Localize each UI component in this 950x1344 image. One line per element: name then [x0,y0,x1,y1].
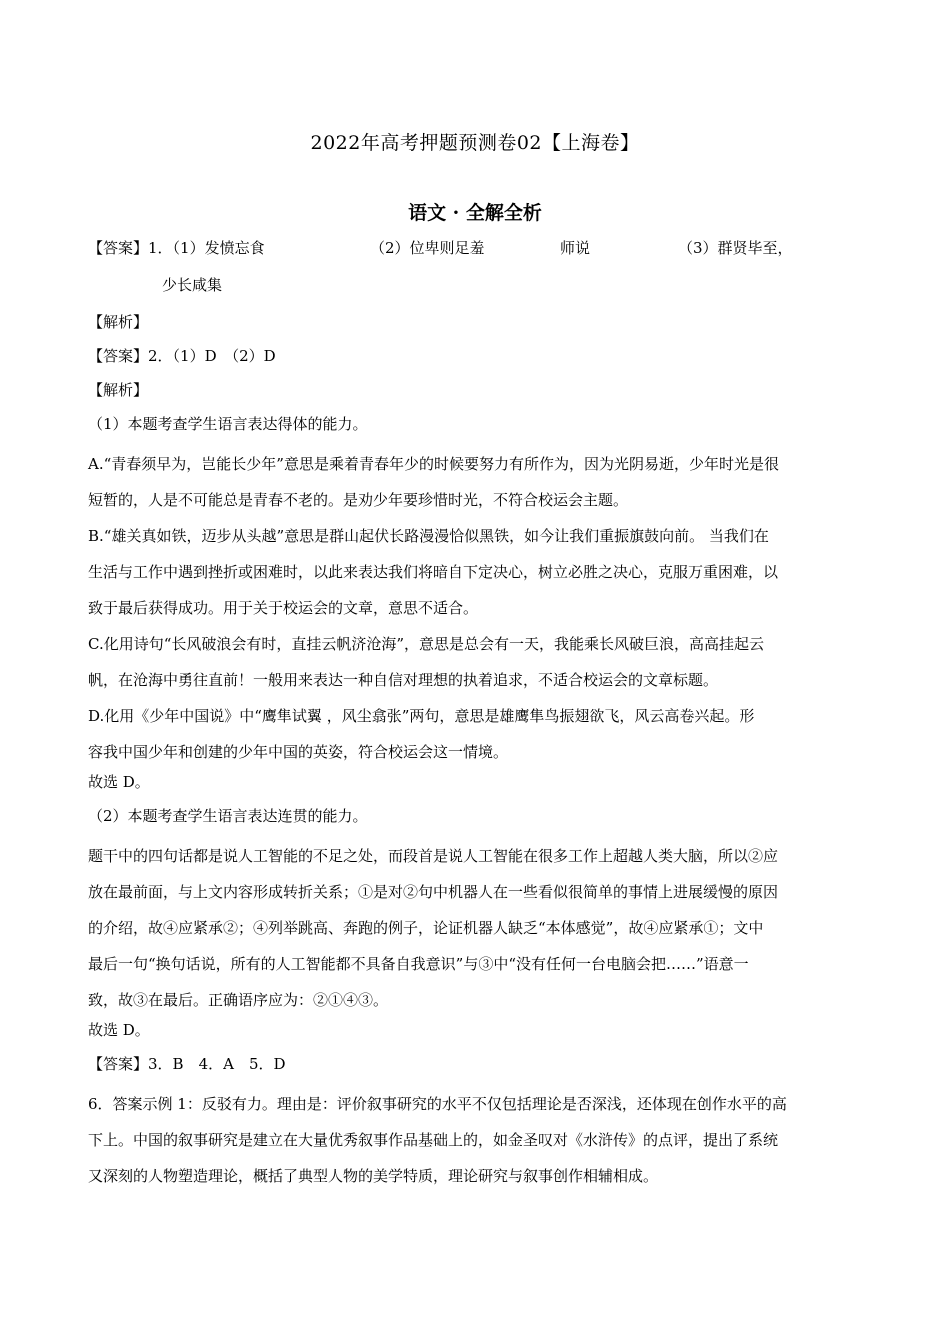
question-2-line: 的介绍，故④应紧承②；④列举跳高、奔跑的例子，论证机器人缺乏“本体感觉”，故④应紧承①；文中 [88,919,764,937]
question-1-intro: （1）本题考查学生语言表达得体的能力。 [88,415,368,433]
option-a-line: A.“青春须早为，岂能长少年”意思是乘着青春年少的时候要努力有所作为，因为光阴易逝，少年时光是很 [88,455,779,473]
question-2-line: 最后一句“换句话说，所有的人工智能都不具备自我意识”与③中“没有任何一台电脑会把……”语意一 [88,955,749,973]
question-6-line: 6．答案示例 1：反驳有力。理由是：评价叙事研究的水平不仅包括理论是否深浅，还体现在创作水平的高 [88,1095,787,1113]
question-2-line: 题干中的四句话都是说人工智能的不足之处，而段首是说人工智能在很多工作上超越人类大脑，所以②应 [88,847,779,865]
answer-1-part-3: 师说 [560,239,591,257]
option-b-line: 生活与工作中遇到挫折或困难时，以此来表达我们将暗自下定决心，树立必胜之决心，克服万重困难，以 [88,563,779,581]
option-b-paragraph [88,518,864,626]
choice-2: 故选 D。 [88,1021,150,1039]
question-2-line: 致，故③在最后。正确语序应为：②①④③。 [88,991,389,1009]
document-title: 2022年高考押题预测卷02【上海卷】 [310,132,640,154]
option-d-paragraph [88,698,864,770]
option-a-paragraph [88,446,864,518]
option-c-paragraph [88,626,864,698]
option-c-line: 帆，在沧海中勇往直前！一般用来表达一种自信对理想的执着追求，不适合校运会的文章标题。 [88,671,719,689]
answer-1-part-1: 【答案】1．（1）发愤忘食 [88,239,265,257]
option-c-line: C.化用诗句“长风破浪会有时，直挂云帆济沧海”，意思是总会有一天，我能乘长风破巨浪，高高挂起云 [88,635,765,653]
option-a-line: 短暂的，人是不可能总是青春不老的。是劝少年要珍惜时光，不符合校运会主题。 [88,491,629,509]
answer-1-continuation: 少长咸集 [162,276,223,294]
answer-1 [88,236,864,273]
question-2-body [88,838,864,1018]
question-6-line: 又深刻的人物塑造理论，概括了典型人物的美学特质，理论研究与叙事创作相辅相成。 [88,1167,659,1185]
option-d-line: D.化用《少年中国说》中“鹰隼试翼 ，风尘翕张”两句，意思是雄鹰隼鸟振翅欲飞，风云高卷兴起。形 [88,707,755,725]
answer-1-part-2: （2）位卑则足羞 [370,239,485,257]
question-6-line: 下上。中国的叙事研究是建立在大量优秀叙事作品基础上的，如金圣叹对《水浒传》的点评，提出了系统 [88,1131,779,1149]
answer-1-part-4: （3）群贤毕至， [678,239,793,257]
document-body [88,236,864,1194]
option-d-line: 容我中国少年和创建的少年中国的英姿，符合校运会这一情境。 [88,743,509,761]
analysis-2-heading: 【解析】 [88,381,149,399]
choice-1: 故选 D。 [88,773,150,791]
option-b-line: 致于最后获得成功。用于关于校运会的文章，意思不适合。 [88,599,479,617]
question-2-intro: （2）本题考查学生语言表达连贯的能力。 [88,807,368,825]
analysis-1-heading: 【解析】 [88,313,149,331]
question-2-line: 放在最前面，与上文内容形成转折关系；①是对②句中机器人在一些看似很简单的事情上进展缓慢的原因 [88,883,779,901]
option-b-line: B.“雄关真如铁，迈步从头越”意思是群山起伏长路漫漫恰似黑铁，如今让我们重振旗鼓向前。 当我们在 [88,527,769,545]
answer-2: 【答案】2．（1）D （2）D [88,347,276,365]
question-6-answer [88,1086,864,1194]
answer-3-5: 【答案】3．B 4．A 5．D [88,1055,286,1073]
document-subtitle: 语文 · 全解全析 [408,202,542,224]
